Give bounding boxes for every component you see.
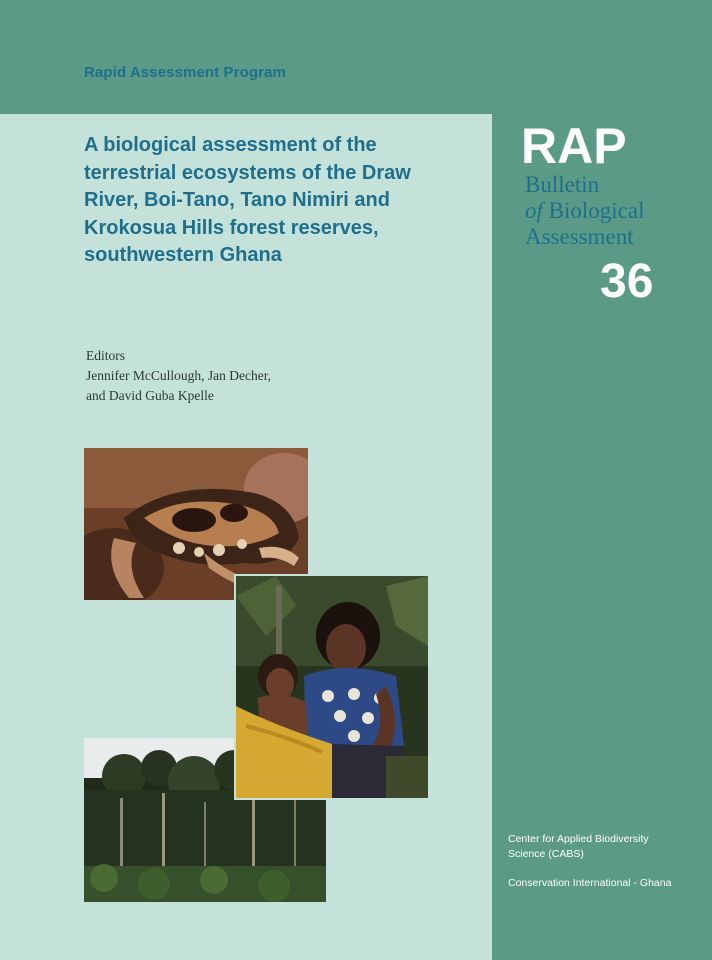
cover-title — [84, 132, 484, 270]
series-line: Bulletin — [525, 172, 600, 197]
top-band — [0, 0, 712, 114]
editors-names-line: and David Guba Kpelle — [86, 388, 214, 403]
series-line: Assessment — [525, 224, 634, 249]
people-photo — [234, 574, 430, 800]
series-name — [525, 172, 644, 250]
editors-names-line: Jennifer McCullough, Jan Decher, — [86, 368, 272, 383]
publisher-line: Science (CABS) — [508, 848, 584, 860]
program-label: Rapid Assessment Program — [84, 64, 286, 81]
series-line — [525, 198, 644, 224]
editors-block — [86, 346, 271, 406]
rap-logo-text: RAP — [521, 118, 627, 174]
title-line: southwestern Ghana — [84, 244, 282, 266]
title-line: River, Boi-Tano, Tano Nimiri and — [84, 189, 390, 211]
issue-number: 36 — [600, 255, 654, 308]
title-line: terrestrial ecosystems of the Draw — [84, 161, 411, 184]
series-of: of — [525, 198, 543, 223]
title-line: Krokosua Hills forest reserves, — [84, 216, 379, 239]
editors-label: Editors — [86, 348, 125, 363]
series-line-rest: Biological — [542, 198, 645, 223]
publisher-block — [508, 832, 671, 891]
publisher-line: Center for Applied Biodiversity — [508, 833, 649, 845]
people-illustration — [236, 576, 428, 798]
publisher-line: Conservation International - Ghana — [508, 877, 672, 889]
title-line: A biological assessment of the — [84, 134, 377, 156]
